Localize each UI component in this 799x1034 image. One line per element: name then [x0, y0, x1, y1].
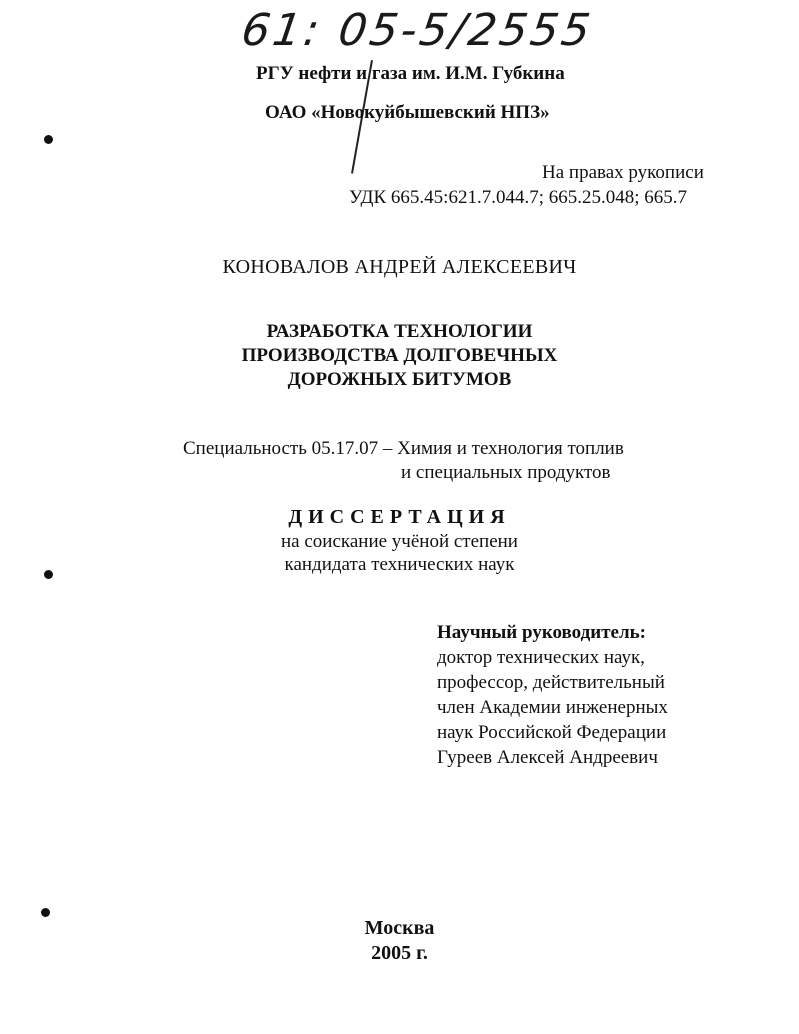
year: 2005 г.	[371, 942, 428, 964]
supervisor-line: доктор технических наук,	[437, 647, 645, 668]
city: Москва	[364, 917, 435, 939]
supervisor-name: Гуреев Алексей Андреевич	[437, 747, 658, 768]
manuscript-rights: На правах рукописи	[542, 162, 704, 183]
supervisor-line: наук Российской Федерации	[437, 722, 667, 743]
specialty-line-1: Специальность 05.17.07 – Химия и технология топлив	[183, 438, 624, 459]
title-line-1: РАЗРАБОТКА ТЕХНОЛОГИИ	[266, 321, 533, 342]
author-name: КОНОВАЛОВ АНДРЕЙ АЛЕКСЕЕВИЧ	[222, 256, 577, 278]
binding-hole-mark	[41, 908, 50, 917]
supervisor-line: член Академии инженерных	[437, 697, 668, 718]
udc-code: УДК 665.45:621.7.044.7; 665.25.048; 665.7	[349, 187, 688, 208]
document-type: ДИССЕРТАЦИЯ	[288, 506, 511, 528]
title-line-2: ПРОИЗВОДСТВА ДОЛГОВЕЧНЫХ	[241, 345, 558, 366]
organization-refinery: ОАО «Новокуйбышевский НПЗ»	[265, 102, 550, 123]
supervisor-line: профессор, действительный	[437, 672, 665, 693]
supervisor-heading: Научный руководитель:	[437, 622, 646, 643]
title-line-3: ДОРОЖНЫХ БИТУМОВ	[287, 369, 512, 390]
binding-hole-mark	[44, 570, 53, 579]
handwritten-archive-number: 61: 05-5/2555	[238, 5, 597, 56]
organization-university: РГУ нефти и газа им. И.М. Губкина	[256, 63, 565, 84]
degree-line-2: кандидата технических наук	[284, 554, 515, 575]
specialty-line-2: и специальных продуктов	[401, 462, 611, 483]
binding-hole-mark	[44, 135, 53, 144]
degree-line-1: на соискание учёной степени	[281, 531, 518, 552]
